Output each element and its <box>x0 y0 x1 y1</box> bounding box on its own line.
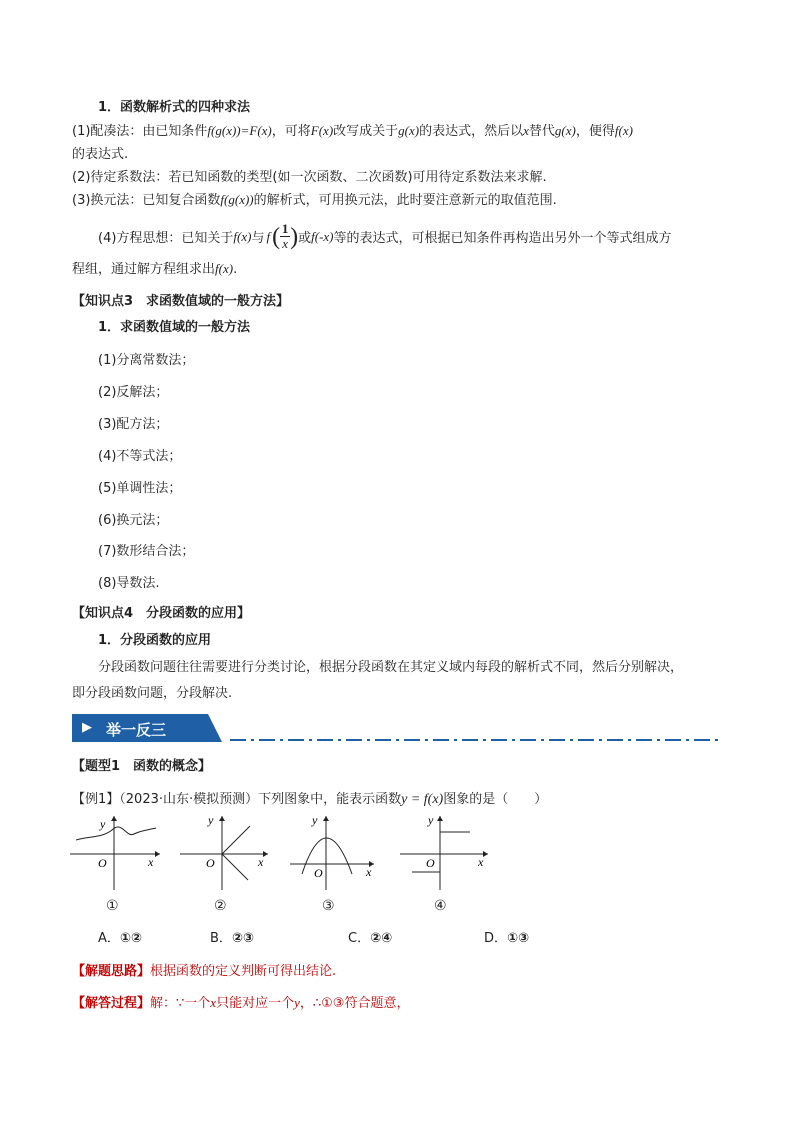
y-axis-label: y <box>312 813 318 827</box>
y-axis-label: y <box>100 817 106 831</box>
math-expr: f(x) <box>614 123 633 138</box>
method-4-line-2 <box>72 258 237 277</box>
method-3 <box>72 189 557 208</box>
math-expr: f(x) <box>215 261 234 276</box>
text: 图象的是（ ） <box>443 792 548 807</box>
option-letter: B． <box>210 931 232 946</box>
text: . <box>233 262 238 277</box>
math-expr: x <box>523 123 529 138</box>
option-letter: D． <box>484 931 508 946</box>
x-axis-label: x <box>258 855 264 869</box>
solution-process-label: 【解答过程】 <box>72 996 151 1011</box>
type1-title: 【题型1 函数的概念】 <box>72 759 212 774</box>
text: 等的表达式，可根据已知条件再构造出另外一个等式组成方 <box>333 231 672 246</box>
graph-label: ② <box>214 898 227 914</box>
banner-dash-line <box>230 737 720 743</box>
x-axis-label: x <box>478 855 484 869</box>
math-x: x <box>210 995 217 1010</box>
kp3-title: 【知识点3 求函数值域的一般方法】 <box>72 294 290 309</box>
kp3-item: (7)数形结合法； <box>98 544 195 559</box>
origin-label: O <box>426 856 435 870</box>
option-value: ②④ <box>370 931 393 946</box>
kp3-heading: 1．求函数值域的一般方法 <box>98 320 251 335</box>
kp3-item: (6)换元法； <box>98 513 169 528</box>
option-b[interactable] <box>210 927 254 946</box>
text: ，便得 <box>575 124 615 139</box>
math-expr: f(x) <box>233 228 252 244</box>
option-letter: A． <box>98 931 120 946</box>
option-letter: C． <box>348 931 371 946</box>
text: (3)换元法：已知复合函数 <box>72 193 221 208</box>
kp3-item: (1)分离常数法； <box>98 353 195 368</box>
text: 或 <box>298 231 312 246</box>
math-expr: g(x) <box>398 123 420 138</box>
kp3-item: (2)反解法； <box>98 385 169 400</box>
graph-label: ④ <box>434 898 447 914</box>
kp4-para-line-2: 即分段函数问题，分段解决. <box>72 686 233 701</box>
graph-label: ① <box>106 898 119 914</box>
banner-label: 举一反三 <box>106 721 167 739</box>
math-f: f <box>266 228 271 244</box>
solution-idea-label: 【解题思路】 <box>72 964 151 979</box>
graph-2 <box>178 812 278 892</box>
y-axis-label: y <box>428 813 434 827</box>
option-value: ①③ <box>507 931 530 946</box>
play-icon: ▶ <box>82 720 92 735</box>
math-expr: g(x) <box>554 123 576 138</box>
section-heading-methods: 1．函数解析式的四种求法 <box>98 100 251 115</box>
kp3-item: (3)配方法； <box>98 417 169 432</box>
paren-right: ) <box>290 223 299 250</box>
text: 【例1】（2023·山东·模拟预测）下列图象中，能表示函数 <box>72 792 402 807</box>
option-value: ①② <box>119 931 142 946</box>
text: (4)方程思想：已知关于 <box>98 231 234 246</box>
graph-1 <box>68 812 168 892</box>
paren-left: ( <box>272 223 281 250</box>
fraction <box>280 222 290 251</box>
text: ，∴①③符合题意， <box>299 996 410 1011</box>
kp4-para-line-1: 分段函数问题往往需要进行分类讨论，根据分段函数在其定义域内每段的解析式不同，然后分别解决， <box>98 660 684 675</box>
origin-label: O <box>206 856 215 870</box>
kp3-item: (4)不等式法； <box>98 449 182 464</box>
math-expr: y = f(x) <box>401 792 444 807</box>
text: 程组，通过解方程组求出 <box>72 262 216 277</box>
x-axis-label: x <box>366 865 372 879</box>
example1-question <box>72 788 547 808</box>
y-axis-label: y <box>208 813 214 827</box>
x-axis-label: x <box>148 855 154 869</box>
text: 改写成关于 <box>333 124 399 139</box>
graph-label: ③ <box>322 898 335 914</box>
option-c[interactable] <box>348 927 392 946</box>
text: 与 <box>251 231 265 246</box>
method-1-line-1 <box>72 120 633 139</box>
text: 的表达式，然后以 <box>419 124 524 139</box>
solution-process <box>72 992 409 1011</box>
math-expr: F(x) <box>310 123 334 138</box>
fraction-numerator: 1 <box>281 221 289 236</box>
solution-idea-text: 根据函数的定义判断可得出结论. <box>150 964 337 979</box>
text: ，可将 <box>271 124 311 139</box>
kp4-title: 【知识点4 分段函数的应用】 <box>72 606 251 621</box>
banner <box>72 714 222 742</box>
option-value: ②③ <box>231 931 254 946</box>
text: 只能对应一个 <box>216 996 295 1011</box>
text: (1)配凑法：由已知条件 <box>72 124 208 139</box>
kp4-heading: 1．分段函数的应用 <box>98 633 212 648</box>
kp3-item: (8)导数法. <box>98 576 160 591</box>
text: 的解析式，可用换元法，此时要注意新元的取值范围. <box>253 193 557 208</box>
method-2: (2)待定系数法：若已知函数的类型(如一次函数、二次函数)可用待定系数法来求解. <box>72 170 547 185</box>
kp3-item: (5)单调性法； <box>98 481 182 496</box>
graph-4 <box>398 812 498 892</box>
origin-label: O <box>314 866 323 880</box>
option-d[interactable] <box>484 927 529 946</box>
option-a[interactable] <box>98 927 142 946</box>
origin-label: O <box>98 856 107 870</box>
text: 替代 <box>528 124 555 139</box>
method-4-line-1 <box>98 222 672 251</box>
text: 解：∵一个 <box>150 996 211 1011</box>
fraction-denominator: x <box>282 236 288 251</box>
method-1-line-2: 的表达式. <box>72 147 129 162</box>
math-expr: f(g(x)) <box>220 192 254 207</box>
math-expr: f(g(x))=F(x) <box>207 123 272 138</box>
math-expr: f(-x) <box>311 228 334 244</box>
solution-idea <box>72 960 336 979</box>
graph-3 <box>288 812 388 892</box>
math-y: y <box>294 995 300 1010</box>
